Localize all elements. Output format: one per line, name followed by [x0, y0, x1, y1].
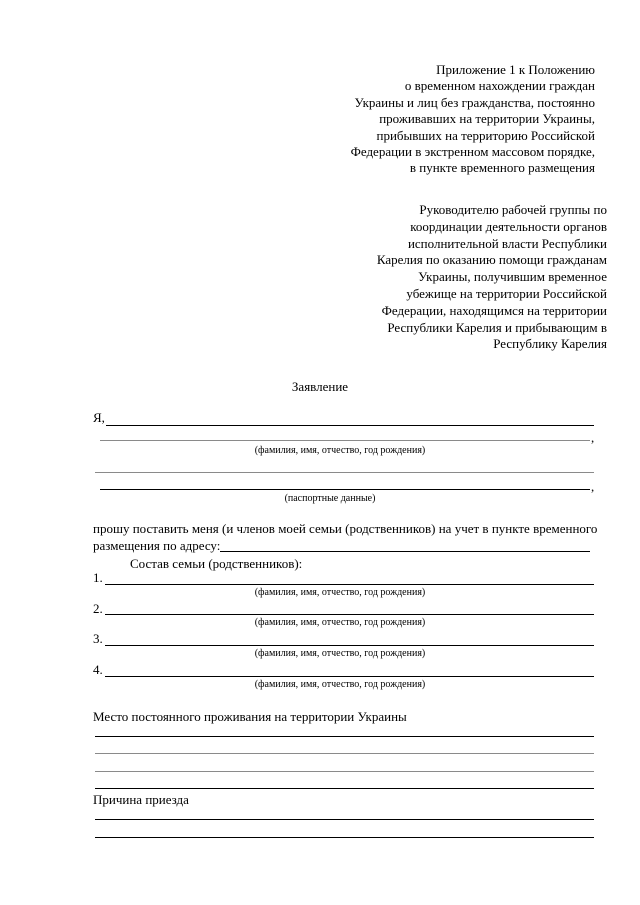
family-member-field-4[interactable]: [105, 676, 594, 677]
residence-field-4[interactable]: [95, 788, 594, 789]
appendix-line: Приложение 1 к Положению: [436, 62, 595, 77]
appendix-header: [351, 62, 595, 177]
family-number: 1.: [93, 570, 103, 585]
caption-fio: (фамилия, имя, отчество, год рождения): [254, 679, 426, 690]
recipient-block: [377, 202, 607, 353]
family-number: 3.: [93, 631, 103, 646]
recipient-line: Руководителю рабочей группы по: [419, 202, 607, 217]
appendix-line: прибывших на территорию Российской: [376, 127, 595, 143]
comma: ,: [591, 430, 595, 445]
applicant-name-field-2[interactable]: [100, 440, 590, 441]
family-member-field-3[interactable]: [105, 645, 594, 646]
reason-field-1[interactable]: [95, 819, 594, 820]
recipient-line: Карелия по оказанию помощи гражданам: [376, 252, 607, 268]
document-title: Заявление: [291, 379, 349, 394]
family-number: 2.: [93, 601, 103, 616]
appendix-line: Украины и лиц без гражданства, постоянно: [354, 94, 595, 110]
caption-fio: (фамилия, имя, отчество, год рождения): [254, 648, 426, 659]
caption-passport: (паспортные данные): [284, 493, 376, 504]
recipient-line: убежище на территории Российской: [406, 285, 607, 301]
residence-field-3[interactable]: [95, 771, 594, 772]
reason-label: Причина приезда: [93, 792, 189, 807]
comma: ,: [591, 479, 595, 494]
appendix-line: в пункте временного размещения: [409, 160, 595, 176]
recipient-line: Украины, получившим временное: [418, 269, 607, 285]
recipient-line: Республику Карелия: [493, 336, 607, 352]
appendix-line: о временном нахождении граждан: [404, 78, 595, 94]
recipient-line: координации деятельности органов: [410, 218, 607, 234]
request-text: прошу поставить меня (и членов моей семьи (родственников) на учет в пункте временного: [93, 521, 598, 536]
request-text-2: размещения по адресу:: [93, 538, 221, 553]
address-field[interactable]: [220, 551, 590, 552]
recipient-line: Федерации, находящимся на территории: [381, 302, 607, 318]
residence-field-2[interactable]: [95, 753, 594, 754]
family-member-field-2[interactable]: [105, 614, 594, 615]
appendix-line: Федерации в экстренном массовом порядке,: [350, 144, 595, 160]
passport-field-2[interactable]: [100, 489, 590, 490]
residence-field-1[interactable]: [95, 736, 594, 737]
appendix-line: проживавших на территории Украины,: [379, 111, 595, 127]
i-label: Я,: [93, 410, 105, 425]
caption-fio: (фамилия, имя, отчество, год рождения): [254, 617, 426, 628]
family-label: Состав семьи (родственников):: [130, 556, 303, 571]
caption-fio: (фамилия, имя, отчество, год рождения): [254, 587, 426, 598]
passport-field[interactable]: [95, 472, 594, 473]
caption-fio: (фамилия, имя, отчество, год рождения): [254, 445, 426, 456]
recipient-line: Республики Карелия и прибывающим в: [387, 319, 607, 335]
family-member-field-1[interactable]: [105, 584, 594, 585]
reason-field-2[interactable]: [95, 837, 594, 838]
recipient-line: исполнительной власти Республики: [407, 235, 607, 251]
family-number: 4.: [93, 662, 103, 677]
residence-label: Место постоянного проживания на территории Украины: [93, 709, 407, 724]
applicant-name-field[interactable]: [106, 425, 594, 426]
